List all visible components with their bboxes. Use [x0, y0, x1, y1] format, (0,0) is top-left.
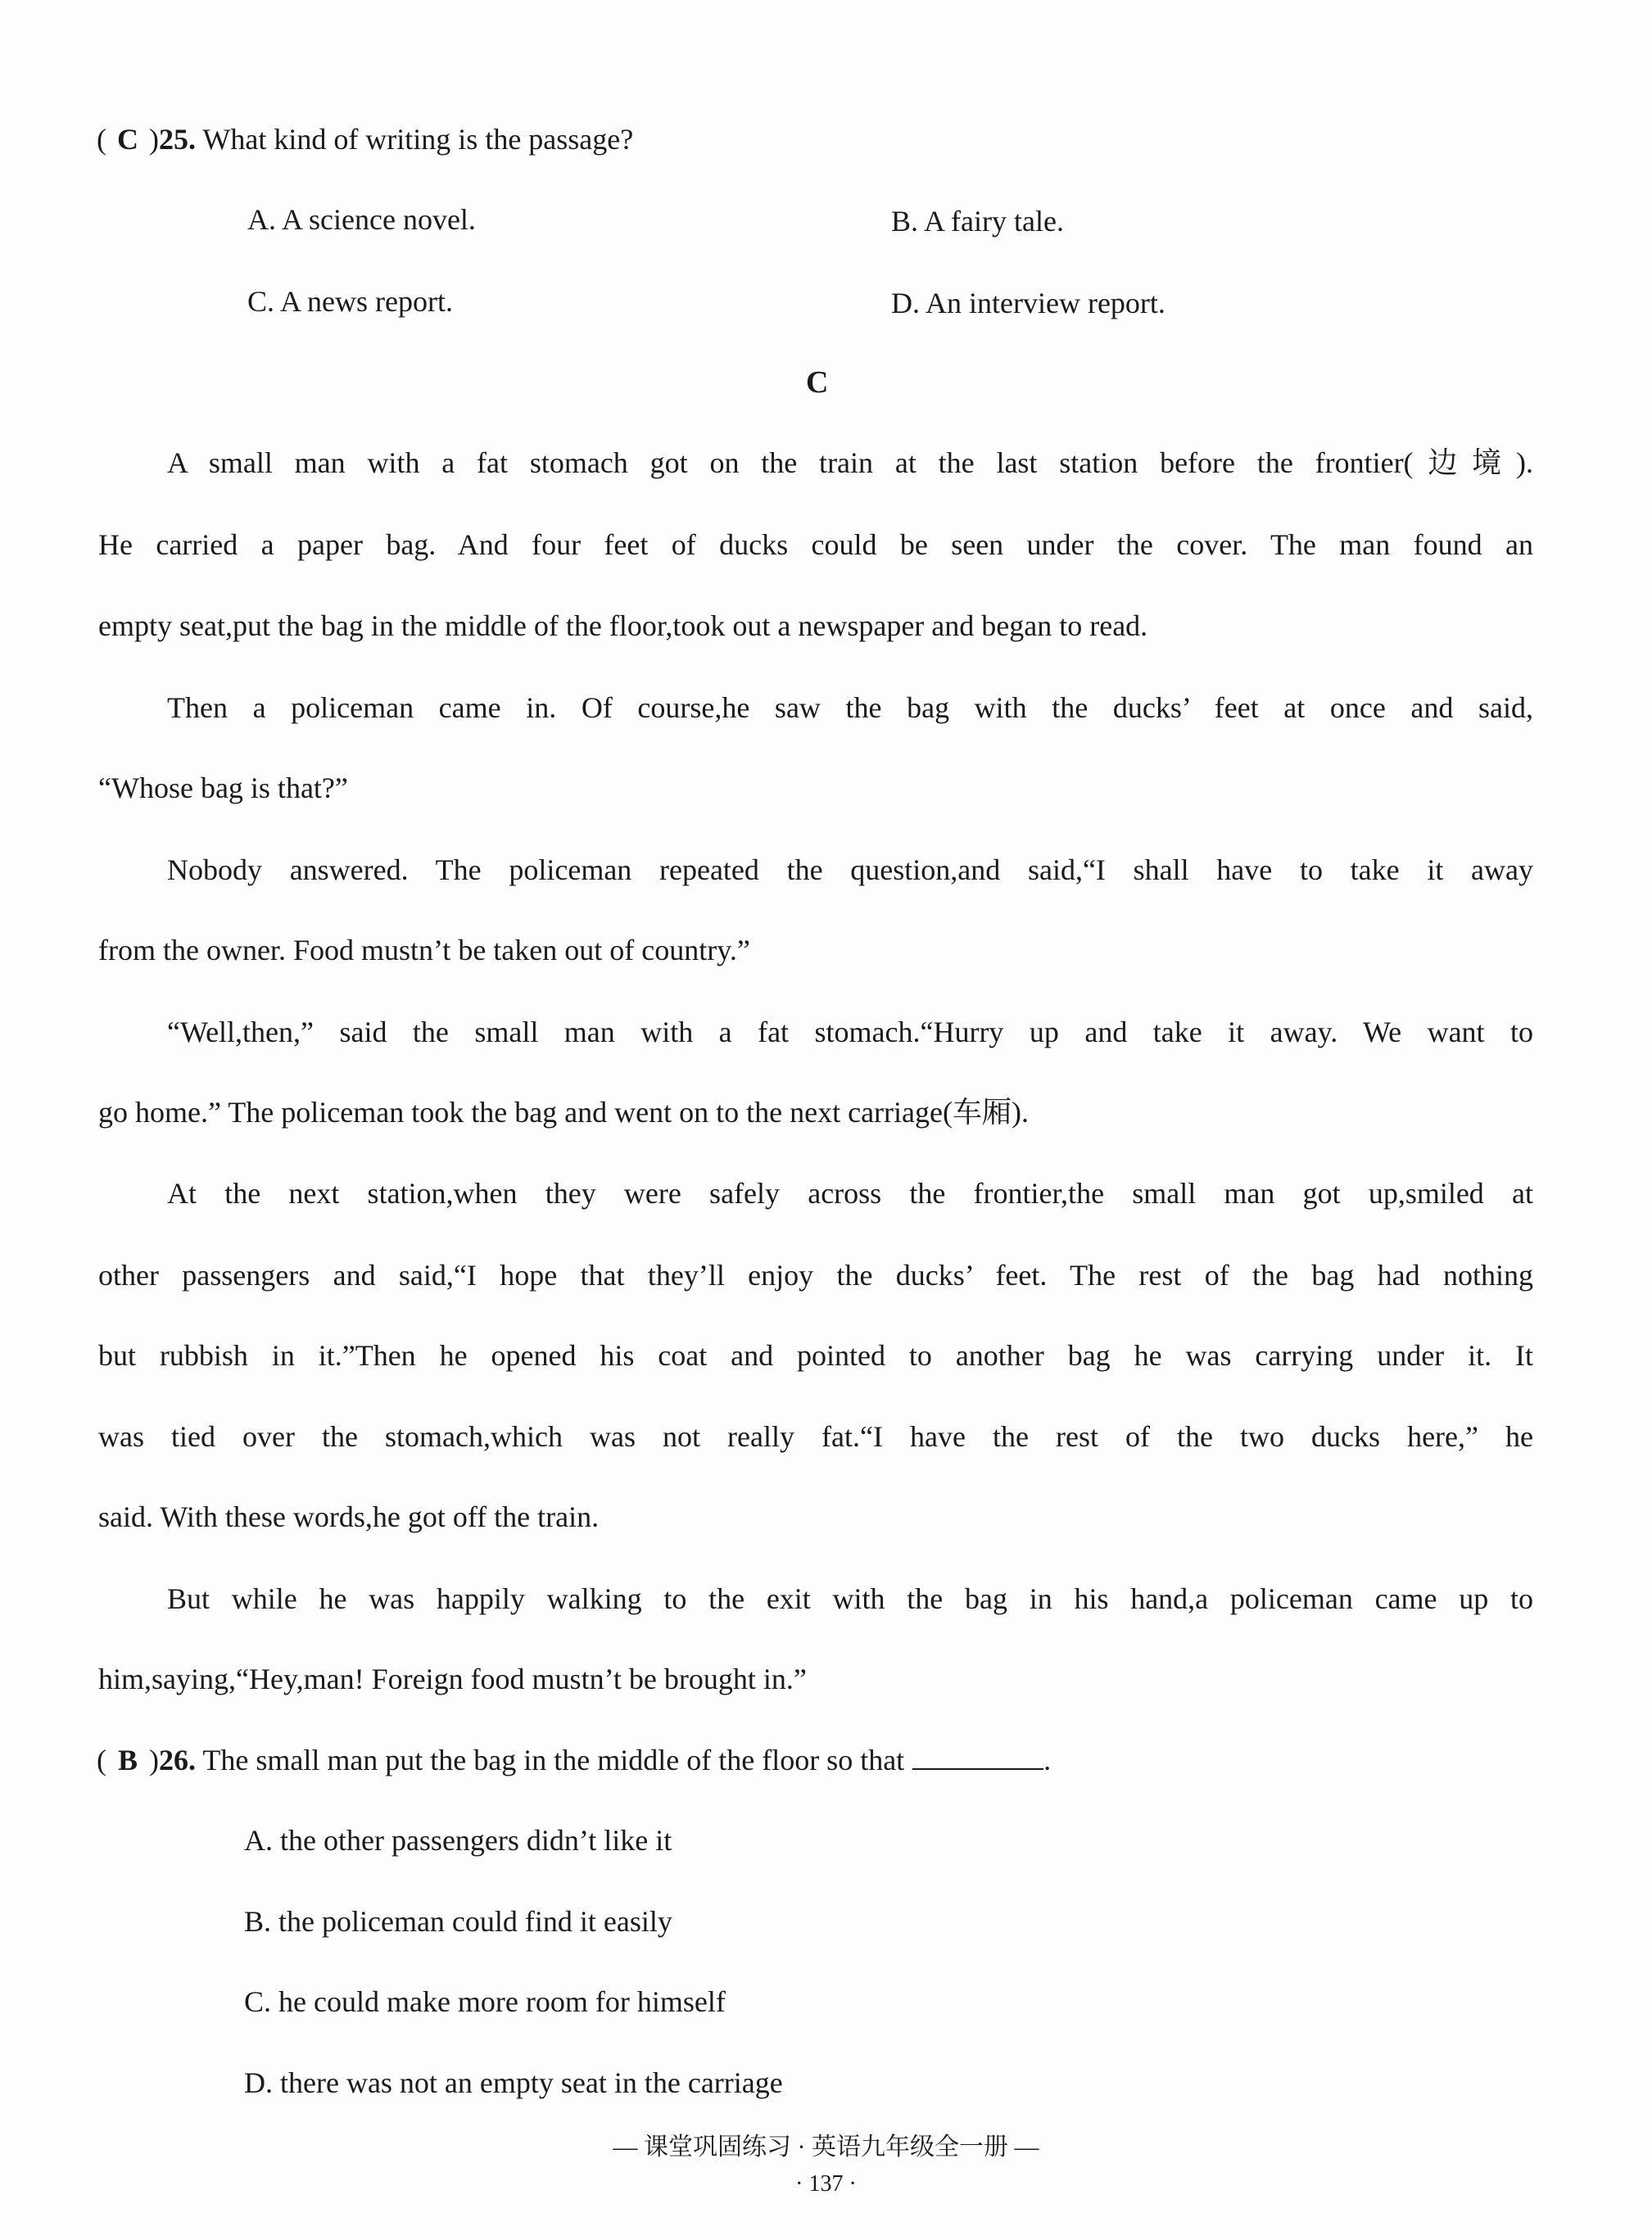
passage-line: go home.” The policeman took the bag and went on to the next carriage(车厢). [98, 1096, 1029, 1129]
option-26-b: B. the policeman could find it easily [244, 1905, 672, 1938]
question-text-26: The small man put the bag in the middle of the floor so that [202, 1744, 905, 1776]
answer-26: B [117, 1744, 138, 1776]
passage-line: He carried a paper bag. And four feet of ducks could be seen under the cover. The man found an [98, 528, 1533, 561]
option-25-d: D. An interview report. [891, 287, 1165, 319]
passage-line: “Well,then,” said the small man with a fat stomach.“Hurry up and take it away. We want to [167, 1016, 1533, 1048]
passage-line: from the owner. Food mustn’t be taken out of country.” [98, 934, 750, 966]
option-25-a: A. A science novel. [247, 203, 476, 236]
question-26: ( B )26. The small man put the bag in the middle of the floor so that . [97, 1744, 1052, 1776]
question-text-25: What kind of writing is the passage? [202, 123, 634, 156]
answer-25: C [117, 123, 138, 156]
passage-line: A small man with a fat stomach got on the train at the last station before the frontier(边境). [167, 446, 1533, 479]
question-25: ( C )25. What kind of writing is the passage? [97, 123, 634, 156]
passage-line: “Whose bag is that?” [98, 772, 348, 804]
passage-line: was tied over the stomach,which was not really fat.“I have the rest of the two ducks here,” he [98, 1420, 1533, 1453]
option-26-a: A. the other passengers didn’t like it [244, 1824, 672, 1857]
option-25-c: C. A news report. [247, 285, 453, 318]
question-number-26: 26. [159, 1744, 196, 1776]
footer-book-title: — 课堂巩固练习 · 英语九年级全一册 — [613, 2134, 1039, 2161]
passage-line: At the next station,when they were safely across the frontier,the small man got up,smiled at [167, 1177, 1533, 1210]
passage-line: him,saying,“Hey,man! Foreign food mustn’t be brought in.” [98, 1663, 807, 1695]
option-26-d: D. there was not an empty seat in the carriage [244, 2066, 783, 2099]
passage-line: Nobody answered. The policeman repeated the question,and said,“I shall have to take it away [167, 853, 1533, 886]
passage-line: Then a policeman came in. Of course,he saw the bag with the ducks’ feet at once and said, [167, 691, 1533, 724]
option-26-c: C. he could make more room for himself [244, 1985, 726, 2018]
passage-line: other passengers and said,“I hope that they’ll enjoy the ducks’ feet. The rest of the bag had nothing [98, 1259, 1533, 1292]
section-title: C [806, 365, 829, 400]
question-end-26: . [1043, 1744, 1052, 1776]
question-number-25: 25. [159, 123, 196, 156]
passage-line: but rubbish in it.”Then he opened his coat and pointed to another bag he was carrying under it. It [98, 1339, 1533, 1372]
answer-blank [912, 1744, 1043, 1770]
option-25-b: B. A fairy tale. [891, 205, 1064, 238]
passage-line: said. With these words,he got off the train. [98, 1500, 600, 1533]
passage-line: But while he was happily walking to the exit with the bag in his hand,a policeman came up to [167, 1582, 1533, 1615]
page-number: · 137 · [795, 2171, 857, 2197]
passage-line: empty seat,put the bag in the middle of the floor,took out a newspaper and began to read. [98, 609, 1148, 642]
